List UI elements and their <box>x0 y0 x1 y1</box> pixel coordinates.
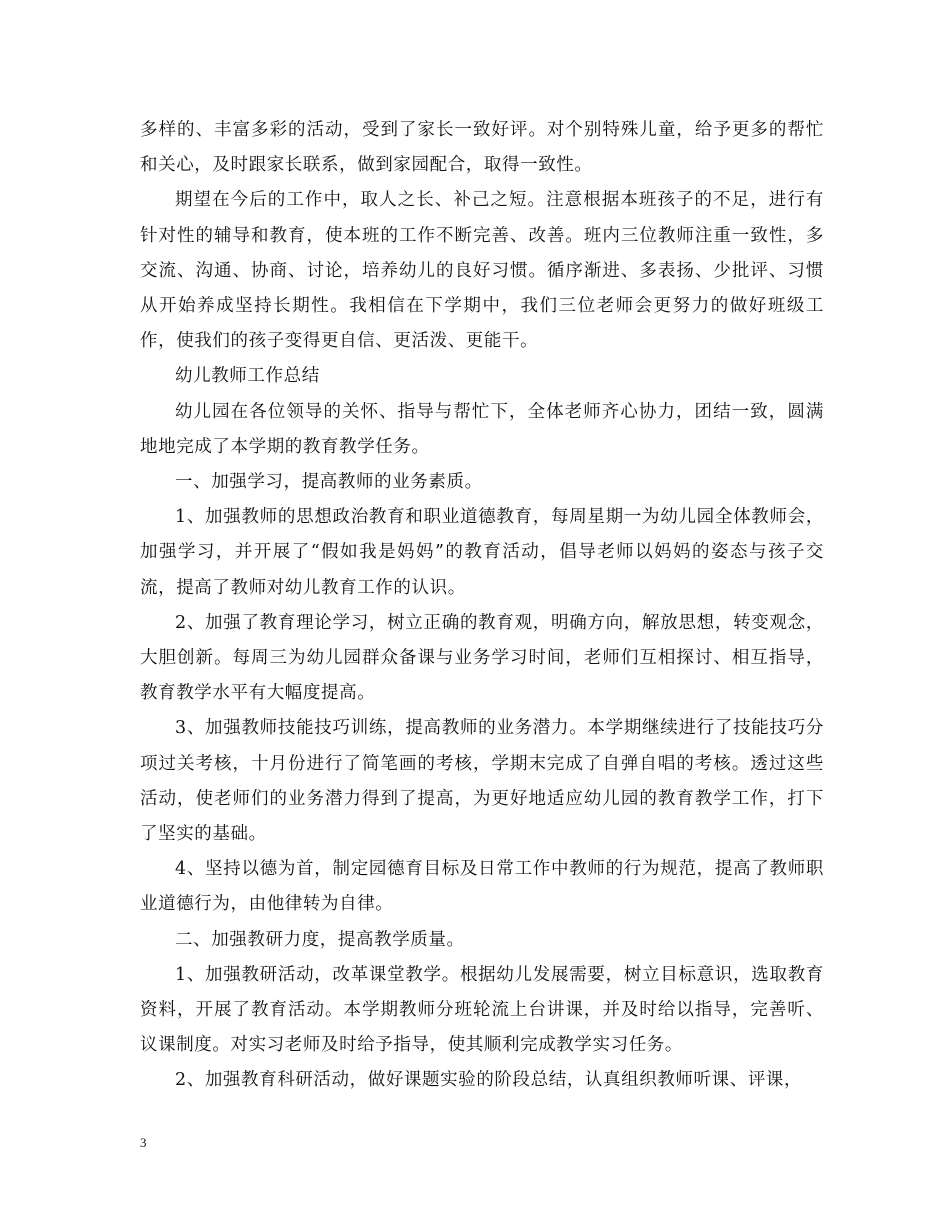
page-number: 3 <box>140 1135 147 1150</box>
paragraph-part-1-item-3: 3、加强教师技能技巧训练，提高教师的业务潜力。本学期继续进行了技能技巧分项过关考核，十月份进行了简笔画的考核，学期末完成了自弹自唱的考核。透过这些活动，使老师们的业务潜力得到了提高，为更好地适应幼儿园的教育教学工作，打下了坚实的基础。 <box>140 718 824 845</box>
paragraph-part-1-item-4: 4、坚持以德为首，制定园德育目标及日常工作中教师的行为规范，提高了教师职业道德行为，由他律转为自律。 <box>140 859 824 915</box>
paragraph-intro: 幼儿园在各位领导的关怀、指导与帮忙下，全体老师齐心协力，团结一致，圆满地地完成了本学期的教育教学任务。 <box>140 401 824 457</box>
paragraph-1: 多样的、丰富多彩的活动，受到了家长一致好评。对个别特殊儿童，给予更多的帮忙和关心，及时跟家长联系，做到家园配合，取得一致性。 <box>140 120 824 176</box>
section-title: 幼儿教师工作总结 <box>175 366 320 387</box>
paragraph-part-1-item-2: 2、加强了教育理论学习，树立正确的教育观，明确方向，解放思想，转变观念，大胆创新。每周三为幼儿园群众备课与业务学习时间，老师们互相探讨、相互指导，教育教学水平有大幅度提高。 <box>140 612 824 704</box>
document-body <box>140 113 824 1099</box>
paragraph-part-2-item-2: 2、加强教育科研活动，做好课题实验的阶段总结，认真组织教师听课、评课， <box>175 1070 803 1091</box>
paragraph-part-1-item-1: 1、加强教师的思想政治教育和职业道德教育，每周星期一为幼儿园全体教师会，加强学习，并开展了“假如我是妈妈”的教育活动，倡导老师以妈妈的姿态与孩子交流，提高了教师对幼儿教育工作的认识。 <box>140 507 824 598</box>
paragraph-2: 期望在今后的工作中，取人之长、补己之短。注意根据本班孩子的不足，进行有针对性的辅导和教育，使本班的工作不断完善、改善。班内三位教师注重一致性，多交流、沟通、协商、讨论，培养幼儿的良好习惯。循序渐进、多表扬、少批评、习惯从开始养成坚持长期性。我相信在下学期中，我们三位老师会更努力的做好班级工作，使我们的孩子变得更自信、更活泼、更能干。 <box>140 190 824 352</box>
heading-part-2: 二、加强教研力度，提高教学质量。 <box>175 929 465 950</box>
heading-part-1: 一、加强学习，提高教师的业务素质。 <box>175 472 483 493</box>
paragraph-part-2-item-1: 1、加强教研活动，改革课堂教学。根据幼儿发展需要，树立目标意识，选取教育资料，开展了教育活动。本学期教师分班轮流上台讲课，并及时给以指导，完善听、议课制度。对实习老师及时给予指导，使其顺利完成教学实习任务。 <box>140 964 824 1056</box>
